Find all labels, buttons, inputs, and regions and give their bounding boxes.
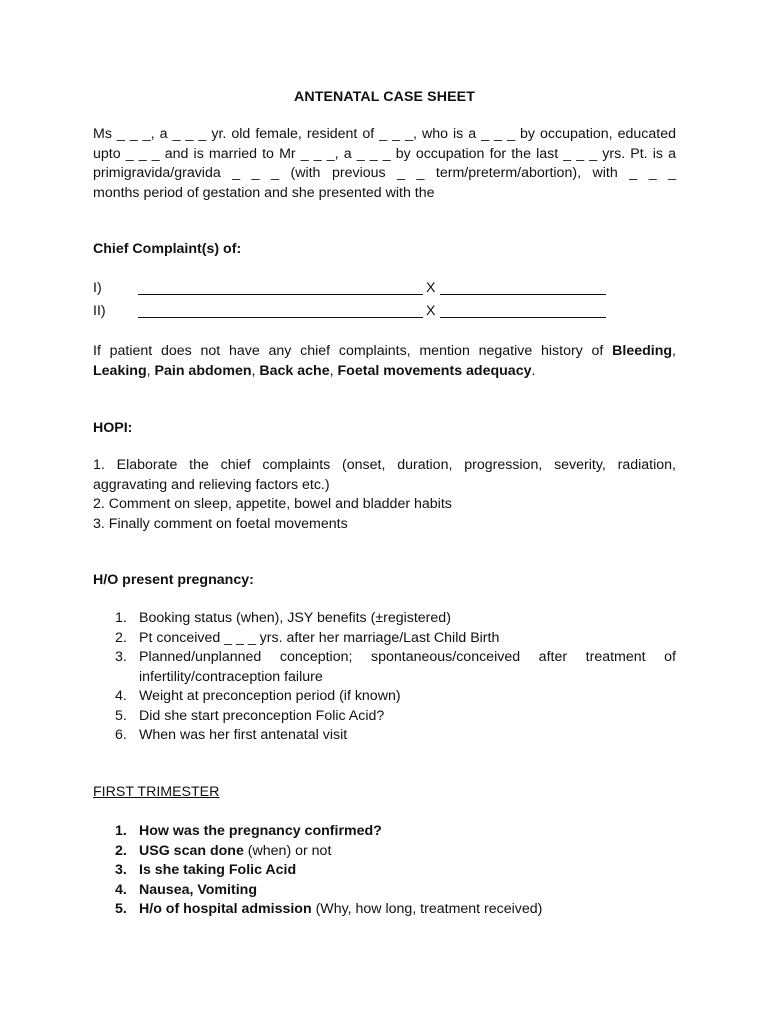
duration-blank bbox=[440, 294, 606, 295]
intro-line: months period of gestation and she presented with the bbox=[93, 184, 435, 201]
intro-paragraph bbox=[93, 125, 676, 203]
chief-complaints-heading: Chief Complaint(s) of: bbox=[93, 241, 242, 257]
hopi-line: 1. Elaborate the chief complaints (onset, duration, progression, severity, radiation, bbox=[93, 457, 676, 473]
list-item bbox=[93, 842, 676, 862]
item-bold-text: Is she taking Folic Acid bbox=[139, 862, 297, 878]
item-number: 6. bbox=[115, 727, 127, 743]
note-text: If patient does not have any chief complaints, mention negative history of bbox=[93, 343, 613, 359]
complaint-x-mark: X bbox=[426, 303, 436, 319]
note-term-leaking: Leaking bbox=[93, 362, 147, 379]
note-term-foetal-movements: Foetal movements adequacy bbox=[337, 362, 532, 379]
hopi-line: 3. Finally comment on foetal movements bbox=[93, 515, 348, 532]
item-number: 2. bbox=[115, 842, 127, 859]
complaint-row bbox=[93, 302, 676, 322]
comma: , bbox=[672, 343, 676, 359]
item-text: Booking status (when), JSY benefits (±registered) bbox=[139, 610, 451, 626]
item-text: (when) or not bbox=[243, 842, 332, 859]
note-term-pain-abdomen: Pain abdomen bbox=[154, 362, 252, 379]
hopi-line: aggravating and relieving factors etc.) bbox=[93, 476, 330, 493]
item-number: 4. bbox=[115, 688, 127, 704]
comma: , bbox=[251, 362, 256, 379]
first-trimester-list bbox=[93, 822, 676, 920]
intro-line: Ms _ _ _, a _ _ _ yr. old female, resident of _ _ _, who is a _ _ _ by occupation, educated bbox=[93, 126, 676, 142]
item-number: 1. bbox=[115, 610, 127, 626]
list-item bbox=[93, 687, 676, 707]
complaint-number: I) bbox=[93, 280, 102, 296]
list-item bbox=[93, 609, 676, 629]
item-number: 3. bbox=[115, 649, 127, 665]
list-item bbox=[93, 822, 676, 842]
hopi-line: 2. Comment on sleep, appetite, bowel and bladder habits bbox=[93, 496, 452, 512]
negative-history-note bbox=[93, 342, 676, 381]
comma: , bbox=[329, 362, 334, 379]
complaint-row bbox=[93, 279, 676, 299]
duration-blank bbox=[440, 317, 606, 318]
period: . bbox=[531, 362, 536, 379]
item-number: 4. bbox=[115, 881, 127, 898]
item-number: 1. bbox=[115, 823, 127, 839]
item-number: 5. bbox=[115, 901, 127, 917]
item-number: 3. bbox=[115, 862, 127, 878]
note-line bbox=[93, 362, 676, 382]
item-text: Weight at preconception period (if known) bbox=[139, 688, 401, 704]
item-text: Pt conceived _ _ _ yrs. after her marriage/Last Child Birth bbox=[139, 629, 500, 646]
complaint-blank bbox=[138, 294, 423, 295]
item-text: infertility/contraception failure bbox=[139, 668, 323, 685]
comma: , bbox=[146, 362, 151, 379]
complaint-number: II) bbox=[93, 303, 106, 319]
list-item bbox=[93, 881, 676, 901]
complaint-blank bbox=[138, 317, 423, 318]
item-bold-text: Nausea, Vomiting bbox=[139, 881, 257, 898]
list-item bbox=[93, 861, 676, 881]
list-item bbox=[93, 629, 676, 649]
item-text: (Why, how long, treatment received) bbox=[311, 901, 543, 917]
item-text: Did she start preconception Folic Acid? bbox=[139, 707, 385, 724]
list-item bbox=[93, 726, 676, 746]
note-line bbox=[93, 342, 676, 362]
item-number: 5. bbox=[115, 707, 127, 724]
hopi-heading: HOPI: bbox=[93, 420, 133, 436]
document-title: ANTENATAL CASE SHEET bbox=[294, 89, 475, 105]
item-text: Planned/unplanned conception; spontaneous/conceived after treatment of bbox=[139, 649, 676, 665]
intro-line: primigravida/gravida _ _ _ (with previous _ _ term/preterm/abortion), with _ _ _ bbox=[93, 165, 676, 181]
note-term-back-ache: Back ache bbox=[259, 362, 330, 379]
list-item bbox=[93, 900, 676, 920]
item-bold-text: H/o of hospital admission bbox=[139, 901, 312, 917]
list-item bbox=[93, 707, 676, 727]
item-number: 2. bbox=[115, 629, 127, 646]
first-trimester-heading: FIRST TRIMESTER bbox=[93, 784, 220, 800]
present-pregnancy-heading: H/O present pregnancy: bbox=[93, 572, 254, 588]
item-bold-text: How was the pregnancy confirmed? bbox=[139, 823, 382, 839]
item-text: When was her first antenatal visit bbox=[139, 727, 348, 743]
present-pregnancy-list bbox=[93, 609, 676, 746]
intro-line: upto _ _ _ and is married to Mr _ _ _, a _ _ _ by occupation for the last _ _ _ yrs. Pt. is a bbox=[93, 145, 676, 162]
item-bold-text: USG scan done bbox=[139, 842, 244, 859]
list-item bbox=[93, 648, 676, 687]
note-term-bleeding: Bleeding bbox=[612, 343, 673, 359]
hopi-paragraph bbox=[93, 456, 676, 534]
complaint-x-mark: X bbox=[426, 280, 436, 296]
